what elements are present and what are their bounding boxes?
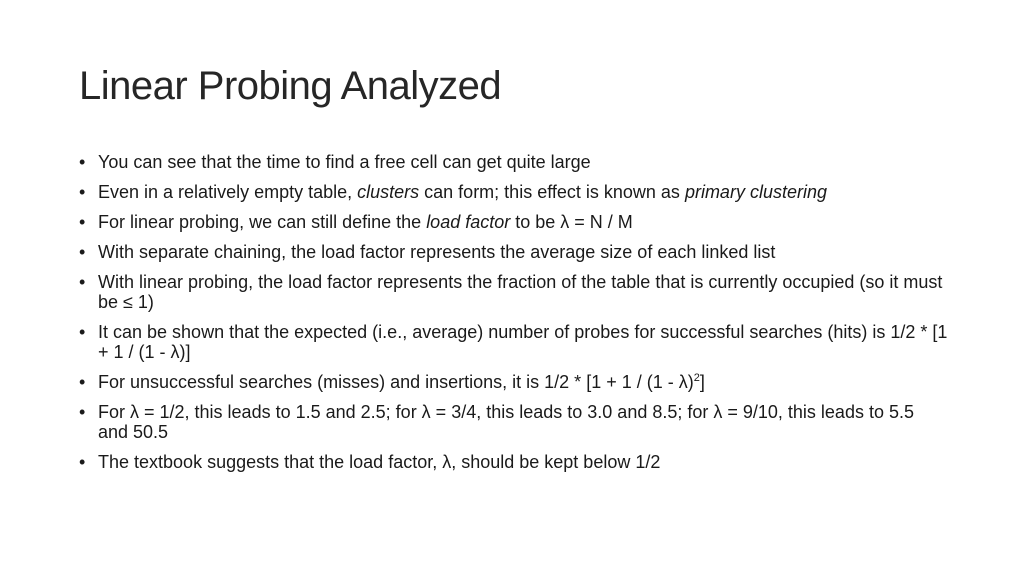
text-run: For λ = 1/2, this leads to 1.5 and 2.5; for λ = 3/4, this leads to 3.0 and 8.5; for λ = 9/10, this leads to 5.5 and 50.5 — [98, 402, 914, 442]
text-run: With linear probing, the load factor represents the fraction of the table that is currently occupied (so it must be ≤ 1) — [98, 272, 943, 312]
text-run: For unsuccessful searches (misses) and insertions, it is 1/2 * [1 + 1 / (1 - λ) — [98, 372, 694, 392]
bullet-item — [79, 402, 949, 442]
bullet-dot-icon: • — [79, 372, 86, 392]
bullet-text — [98, 372, 705, 392]
bullet-item — [79, 242, 949, 262]
bullet-text — [98, 182, 827, 202]
bullet-text — [98, 402, 914, 442]
bullet-item — [79, 152, 949, 172]
text-run: You can see that the time to find a free cell can get quite large — [98, 152, 591, 172]
bullet-item — [79, 182, 949, 202]
bullet-dot-icon: • — [79, 152, 86, 172]
text-run: can form; this effect is known as — [419, 182, 685, 202]
bullet-list — [79, 152, 949, 482]
bullet-text — [98, 212, 633, 232]
text-run: Even in a relatively empty table, — [98, 182, 358, 202]
bullet-dot-icon: • — [79, 242, 86, 262]
bullet-dot-icon: • — [79, 402, 86, 422]
bullet-item — [79, 372, 949, 392]
bullet-text — [98, 242, 775, 262]
bullet-text — [98, 452, 660, 472]
bullet-text — [98, 272, 942, 312]
bullet-dot-icon: • — [79, 212, 86, 232]
text-run: ] — [699, 372, 705, 392]
text-run: It can be shown that the expected (i.e., average) number of probes for successful searches (hits) is 1/2 * [1 + 1 / (1 - λ)] — [98, 322, 948, 362]
bullet-dot-icon: • — [79, 272, 86, 292]
bullet-item — [79, 272, 949, 312]
superscript: 2 — [693, 372, 700, 384]
bullet-item — [79, 452, 949, 472]
emphasized-term: load factor — [426, 212, 511, 232]
emphasized-term: primary clustering — [684, 182, 827, 202]
text-run: to be λ = N / M — [510, 212, 633, 232]
bullet-dot-icon: • — [79, 322, 86, 342]
bullet-text — [98, 322, 947, 362]
bullet-dot-icon: • — [79, 182, 86, 202]
text-run: For linear probing, we can still define the — [98, 212, 427, 232]
bullet-text — [98, 152, 591, 172]
slide-title: Linear Probing Analyzed — [79, 64, 502, 108]
text-run: The textbook suggests that the load factor, λ, should be kept below 1/2 — [98, 452, 661, 472]
emphasized-term: clusters — [357, 182, 420, 202]
bullet-item — [79, 322, 949, 362]
bullet-dot-icon: • — [79, 452, 86, 472]
text-run: With separate chaining, the load factor represents the average size of each linked list — [98, 242, 776, 262]
bullet-item — [79, 212, 949, 232]
